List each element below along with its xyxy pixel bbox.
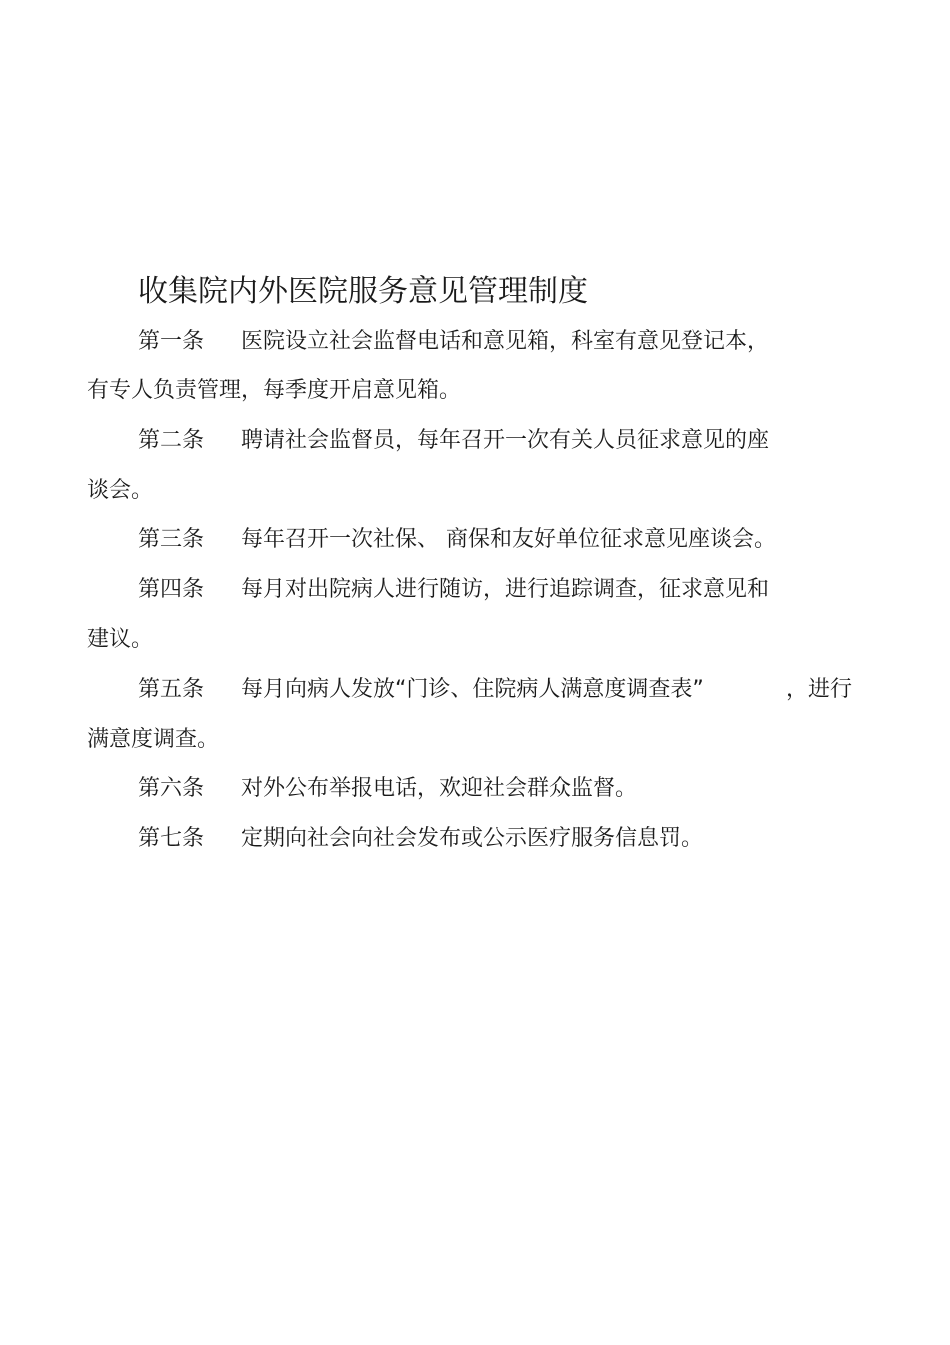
- article-1-continuation: 有专人负责管理，每季度开启意见箱。: [87, 378, 462, 403]
- article-text: 每年召开一次社保、 商保和友好单位征求意见座谈会。: [241, 527, 776, 552]
- article-5-text-tail: ，进行: [786, 677, 853, 702]
- article-4-continuation: 建议。: [87, 627, 154, 652]
- article-5-continuation: 满意度调查。: [87, 727, 220, 752]
- article-5: [138, 676, 704, 704]
- article-6: [138, 775, 637, 803]
- article-label: 第五条: [138, 677, 205, 702]
- article-3: [138, 526, 776, 554]
- article-label: 第三条: [138, 527, 205, 552]
- article-label: 第二条: [138, 428, 205, 453]
- article-label: 第一条: [138, 329, 205, 354]
- article-text: 对外公布举报电话，欢迎社会群众监督。: [241, 776, 638, 801]
- document-title: 收集院内外医院服务意见管理制度: [138, 274, 588, 309]
- article-text: 定期向社会向社会发布或公示医疗服务信息罚。: [241, 826, 704, 851]
- article-1: [138, 328, 769, 356]
- article-7: [138, 825, 703, 853]
- article-text: 聘请社会监督员，每年召开一次有关人员征求意见的座: [241, 428, 770, 453]
- article-label: 第四条: [138, 577, 205, 602]
- article-4: [138, 576, 769, 604]
- article-text: 每月对出院病人进行随访，进行追踪调查，征求意见和: [241, 577, 770, 602]
- article-label: 第六条: [138, 776, 205, 801]
- article-label: 第七条: [138, 826, 205, 851]
- article-text: 每月向病人发放“门诊、住院病人满意度调查表”: [241, 677, 704, 702]
- article-2-continuation: 谈会。: [87, 478, 154, 503]
- article-2: [138, 427, 769, 455]
- article-text: 医院设立社会监督电话和意见箱，科室有意见登记本，: [241, 329, 770, 354]
